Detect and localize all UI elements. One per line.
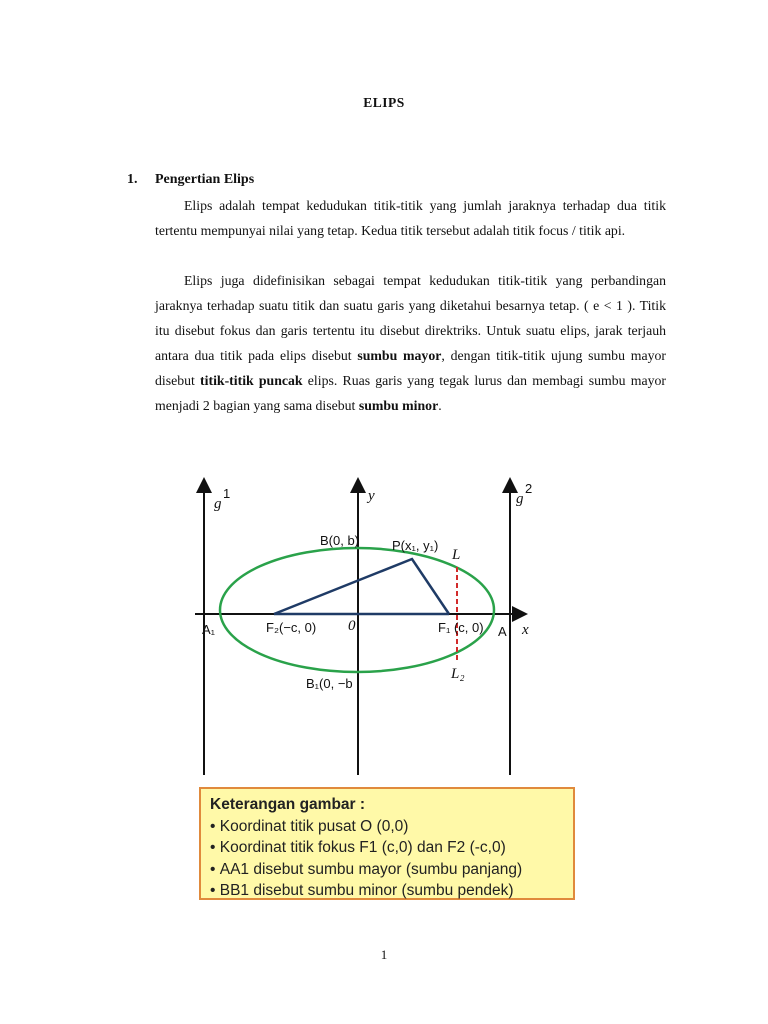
label-f1-point: F₁ (c, 0): [438, 620, 484, 635]
paragraph-2: [155, 268, 666, 418]
label-b-point: B(0, b): [320, 533, 360, 548]
ellipse-diagram: [192, 470, 542, 782]
legend-title: Keterangan gambar :: [210, 796, 366, 813]
label-x-axis: x: [522, 622, 529, 638]
label-a1-point: A₁: [202, 622, 216, 637]
legend-box: [199, 787, 575, 900]
paragraph-2-part-3: elips. Ruas garis yang tegak lurus dan membagi sumbu mayor menjadi 2 bagian yang sama disebut: [155, 373, 666, 413]
paragraph-2-part-1: Elips juga didefinisikan sebagai tempat kedudukan titik-titik yang perbandingan jaraknya terhadap suatu titik dan suatu garis yang diketahui besarnya tetap. ( e < 1 ). Titik itu disebut fokus dan garis tertentu itu disebut direktriks. Untuk suatu elips, jarak terjauh antara dua titik pada elips disebut: [155, 273, 666, 363]
term-titik-puncak: titik-titik puncak: [200, 373, 303, 388]
label-p-point: P(x₁, y₁): [392, 538, 439, 553]
label-l-point: L: [452, 547, 461, 563]
legend-item: • AA1 disebut sumbu mayor (sumbu panjang): [210, 859, 564, 881]
section-heading: [127, 172, 254, 188]
term-sumbu-minor: sumbu minor: [358, 398, 439, 413]
focal-radii: [274, 559, 449, 614]
label-b1-point: B₁(0, −b: [306, 676, 353, 691]
label-g2: g: [516, 491, 524, 507]
page-number: 1: [380, 947, 388, 962]
label-g1-sup: 1: [223, 486, 231, 501]
ellipse-figure: [192, 470, 542, 782]
paragraph-2-part-4: .: [438, 398, 442, 413]
term-sumbu-mayor: sumbu mayor: [357, 348, 442, 363]
section-heading-text: Pengertian Elips: [155, 172, 255, 187]
legend-item: • BB1 disebut sumbu minor (sumbu pendek): [210, 880, 564, 902]
section-number: 1.: [127, 172, 138, 187]
label-g1: g: [214, 496, 222, 512]
label-f2-point: F₂(−c, 0): [266, 620, 317, 635]
page-title: ELIPS: [363, 95, 405, 110]
label-y-axis: y: [368, 488, 375, 504]
paragraph-1: Elips adalah tempat kedudukan titik-titik yang jumlah jaraknya terhadap dua titik tertentu mempunyai nilai yang tetap. Kedua titik tersebut adalah titik focus / titik api.: [155, 198, 666, 238]
label-a-point: A: [498, 624, 507, 639]
legend-item: • Koordinat titik pusat O (0,0): [210, 816, 564, 838]
label-g2-sup: 2: [525, 481, 533, 496]
paragraph-2-part-2: , dengan titik-titik ujung sumbu mayor disebut: [155, 348, 666, 388]
label-origin: 0: [348, 618, 356, 634]
label-l2-point: L₂: [451, 666, 465, 682]
legend-item: • Koordinat titik fokus F1 (c,0) dan F2 (-c,0): [210, 837, 564, 859]
